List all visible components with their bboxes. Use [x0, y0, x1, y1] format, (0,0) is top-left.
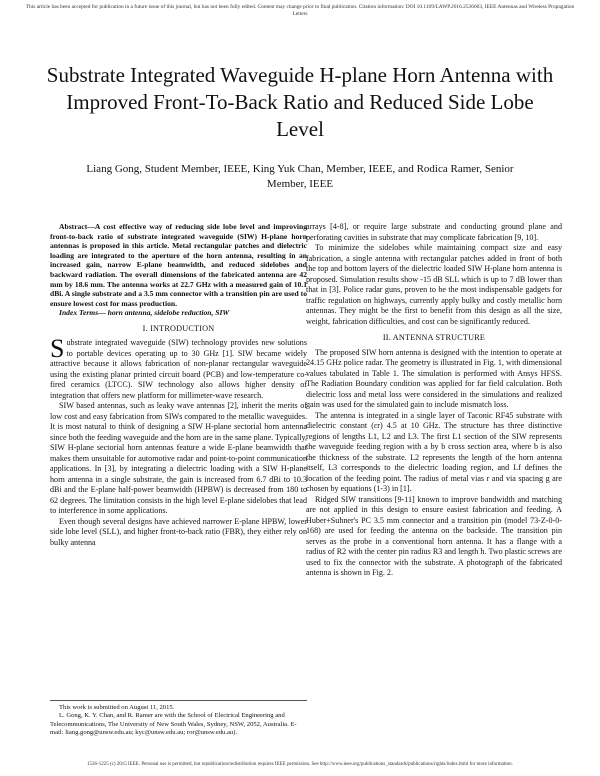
intro-paragraph-2: SIW based antennas, such as leaky wave antennas [2], inherit the merits of low cost and easy fabrication from SIWs compared to the metallic waveguides. It is most natural to think of designing a SIW H-plane sectorial horn antenna since both the feeding waveguide and the horn are in the same plane. Typically, SIW H-plane sectorial horn antennas feature a wide E-plane beamwidth that makes them unsuitable for automotive radar and point-to-point communication applications. In [3], by integrating a dielectric loading with a SIW H-plane horn antenna in a single substrate, the gain is increased from 6.7 dBi to 10.3 dBi and the E-plane half-power beamwidth (HPBW) is decreased from 180 to 62 degrees. The limitation consists in the high level E-plane sidelobes that lead to interference in some applications. — [50, 401, 307, 516]
author-line: Liang Gong, Student Member, IEEE, King Yuk Chan, Member, IEEE, and Rodica Ramer, Senior Member, IEEE — [86, 163, 514, 190]
intro-paragraph-3: Even though several designs have achieved narrower E-plane HPBW, lower side lobe level (SLL), and higher front-to-back ratio (FBR), they either rely on bulky antenna — [50, 516, 307, 547]
footnote — [50, 700, 307, 738]
section-heading-introduction: I. INTRODUCTION — [142, 323, 215, 333]
right-paragraph-3: The proposed SIW horn antenna is designed with the intention to operate at 24.15 GHz police radar. The geometry is illustrated in Fig. 1, with dimensional values tabulated in Table 1. The simulation is performed with Ansys HFSS. The Radiation Boundary condition was applied for far field calculation. Both dielectric loss and metal loss were considered in the simulations and realized gain was used for the simulated gain to include mismatch loss. — [306, 347, 562, 409]
section-heading-antenna-structure: II. ANTENNA STRUCTURE — [382, 333, 486, 342]
footnote-affiliation: L. Gong, K. Y. Chan, and R. Ramer are with the School of Electrical Engineering and Telecommunications, The University of New South Wales, Sydney, NSW, 2052, Australia. E-mail: liang.gong@unsw.edu.au; kyc@unsw.edu.au; ror@unsw.edu.au). — [50, 712, 297, 737]
paper-title: Substrate Integrated Waveguide H-plane Horn Antenna with Improved Front-To-Back Ratio and Reduced Side Lobe Level — [46, 63, 554, 141]
right-paragraph-1: arrays [4-8], or require large substrate and conducting ground plane and perforating cavities in substrate that may complicate fabrication [9, 10]. — [306, 222, 562, 242]
right-paragraph-4: The antenna is integrated in a single layer of Taconic RF45 substrate with dielectric constant (εr) 4.5 at 10 GHz. The structure has three distinctive regions of lengths L1, L2 and L3. The first L1 section of the SIW represents the waveguide feeding region with a by b cross section area, where b is also the thickness of the substrate. L2 represents the length of the horn antenna itself, L3 corresponds to the dielectric loading region, and Lf defines the location of the feeding point. The radius of metal vias r and via spacing g are chosen by equations (1-3) in [1]. — [306, 410, 562, 493]
intro-paragraph-1 — [50, 334, 307, 401]
footnote-submission: This work is submitted on August 11, 2015. — [59, 704, 175, 711]
right-paragraph-5: Ridged SIW transitions [9-11] known to improve bandwidth and matching are not applied in this design to ensure easiest fabrication and feeding. A Huber+Suhner's PC 3.5 mm connector and a transition pin (model 73-Z-0-0-168) are used for feeding the antenna on the backside. The transition pin serves as the probe in a conventional horn antenna. It has a flange with a radius of R2 with the center pin radius R3 and length h. Two plastic screws are used to fix the connector with the substrate. A photograph of the fabricated antenna is shown in Fig. 2. — [306, 494, 562, 577]
right-paragraph-2: To minimize the sidelobes while maintaining compact size and easy fabrication, a single antenna with rectangular patches added in front of both the top and bottom layers of the dielectric loaded SIW H-plane horn antenna is proposed. Simulation results show -15 dB SLL which is up to 7 dB lower than that in [3]. Police radar guns, proven to be the most indispensable gadgets for traffic regulation on highways, currently apply bulky and costly metallic horn antennas. They might be the first to benefit from this design as all the size, weight, fabrication difficulties, and cost can be significantly reduced. — [306, 243, 562, 326]
left-column — [50, 222, 307, 548]
abstract: Abstract—A cost effective way of reducing side lobe level and improving front-to-back ratio of substrate integrated waveguide (SIW) H-plane horn antennas is proposed in this article. Metal rectangular patches and dielectric loading are integrated to the aperture of the horn antenna, resulting in an increased gain, narrow E-plane beamwidth, and reduced sidelobes and backward radiation. The overall dimensions of the fabricated antenna are 42 mm by 18.6 mm. The antenna works at 22.7 GHz with a measured gain of 10.1 dBi. A single substrate and a 3.5 mm connector with a transition pin are used to ensure lowest cost for mass production. — [50, 222, 307, 308]
right-column — [306, 222, 562, 579]
intro-paragraph-1-text: ubstrate integrated waveguide (SIW) technology provides new solutions to portable devices operating up to 30 GHz [1]. SIW became widely attractive because it allows fabrication of non-planar rectangular waveguide using the existing planar printed circuit board (PCB) and low-temperature co-fired ceramics (LTCC). SIW technology also allows higher density of integration that offers new platform for millimeter-wave research. — [50, 338, 307, 400]
journal-header-note: This article has been accepted for publication in a future issue of this journal, but has not been fully edited. Content may change prior to final publication. Citation information: DOI 10.1109/LAWP.2016.2536603, IEEE Antennas and Wireless Propagation Letters — [25, 4, 575, 17]
drop-cap: S — [50, 334, 65, 364]
copyright-footer: 1536-1225 (c) 2015 IEEE. Personal use is permitted, but republication/redistribution requires IEEE permission. See http://www.ieee.org/publications_standards/publications/rights/index.html for more information. — [87, 762, 513, 767]
index-terms: Index Terms— horn antenna, sidelobe reduction, SIW — [59, 308, 230, 318]
